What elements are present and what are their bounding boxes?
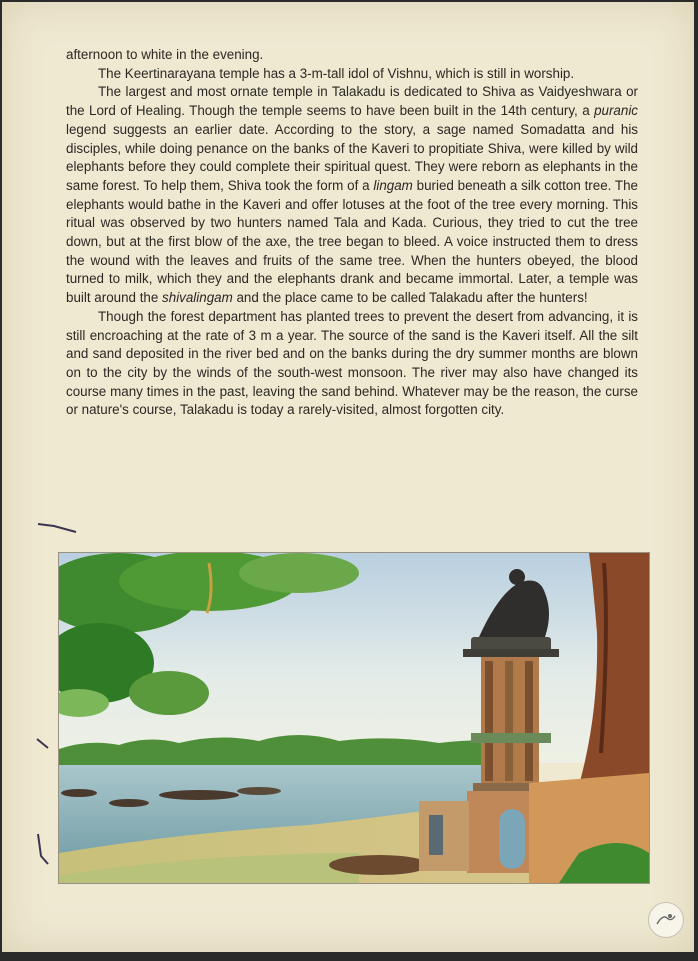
italic-term: shivalingam [162, 290, 233, 306]
margin-mark-top [36, 518, 80, 538]
watercolor-illustration [58, 552, 650, 884]
book-page [2, 2, 694, 952]
italic-term: puranic [594, 103, 638, 119]
margin-mark-bottom [34, 832, 54, 868]
text-run: The Keertinarayana temple has a 3-m-tall idol of Vishnu, which is still in worship. [98, 65, 575, 81]
text-run: Though the forest department has planted trees to prevent the desert from advancing, it is still encroaching at the rate of 3 m a year. The source of the sand is the Kaveri itself. All the silt and sand deposited in the river bed and on the banks during the dry summer months are blown on to the city by the winds of the south-west monsoon. The river may also have changed its course many times in the past, leaving the sand behind. Whatever may be the reason, the curse or nature's course, Talakadu is today a rarely-visited, almost forgotten city. [66, 308, 638, 418]
italic-term: lingam [373, 177, 413, 193]
paragraph [66, 83, 638, 307]
text-run: afternoon to white in the evening. [66, 47, 264, 62]
text-run: legend suggests an earlier date. According to the story, a sage named Somadatta and his disciples, while doing penance on the banks of the Kaveri to propitiate Shiva, were killed by wild elephants before they could complete their spiritual quest. They were reborn as elephants in the same forest. To help them, Shiva took the form of a [66, 121, 638, 193]
paragraph [66, 46, 638, 65]
margin-mark-middle [34, 736, 54, 754]
paragraph [66, 308, 638, 420]
paragraph [66, 65, 638, 84]
body-text [66, 46, 638, 420]
text-run: and the place came to be called Talakadu after the hunters! [232, 290, 588, 306]
text-run: buried beneath a silk cotton tree. The elephants would bathe in the Kaveri and offer lotuses at the foot of the tree every morning. This ritual was observed by two hunters named Tala and Kada. Curious, they tried to cut the tree down, but at the first blow of the axe, the tree began to bleed. A voice instructed them to dress the wound with the leaves and fruits of the same tree. When the hunters obeyed, the blood turned to milk, which they and the elephants drank and became immortal. Later, a temple was built around the [66, 177, 639, 306]
text-run: The largest and most ornate temple in Talakadu is dedicated to Shiva as Vaidyeshwara or the Lord of Healing. Though the temple seems to have been built in the 14th century, a [66, 84, 638, 119]
circular-logo-icon [648, 902, 684, 938]
